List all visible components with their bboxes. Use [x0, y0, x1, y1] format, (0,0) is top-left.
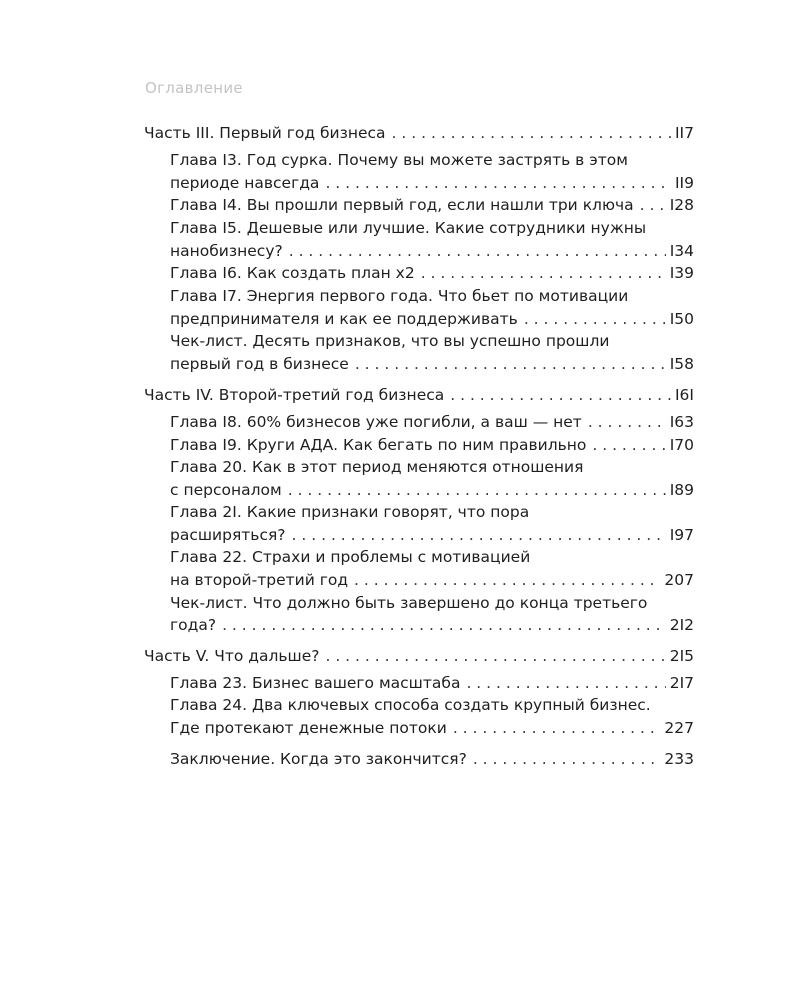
toc-entry-first-line: Глава 2I. Какие признаки говорят, что пора: [170, 503, 530, 521]
toc-entry-title: Часть V. Что дальше?: [144, 647, 320, 665]
toc-entry-title: предпринимателя и как ее поддерживать: [170, 310, 518, 328]
toc-page-number: I28: [669, 196, 694, 214]
toc-entry-title: периоде навсегда: [170, 174, 320, 192]
dot-leader: [222, 614, 666, 636]
toc-entry-title: Заключение. Когда это закончится?: [170, 750, 467, 768]
toc-entry-title: Глава I6. Как создать план х2: [170, 264, 415, 282]
dot-leader: [421, 262, 666, 284]
dot-leader: [466, 672, 665, 694]
toc-page-number: I39: [669, 264, 694, 282]
toc-chapter-entry: [170, 614, 694, 636]
dot-leader: [292, 524, 666, 546]
toc-chapter-entry: [170, 569, 694, 591]
toc-chapter-entry: [170, 353, 694, 375]
toc-page-number: II9: [674, 174, 694, 192]
toc-page-number: 2I7: [669, 674, 694, 692]
toc-page-number: I34: [669, 242, 694, 260]
toc-entry-title: с персоналом: [170, 481, 282, 499]
page-header: Оглавление: [145, 79, 243, 97]
dot-leader: [588, 411, 666, 433]
toc-part-entry: [144, 122, 694, 144]
dot-leader: [473, 748, 661, 770]
dot-leader: [453, 717, 661, 739]
toc-entry-title: на второй-третий год: [170, 571, 349, 589]
dot-leader: [640, 194, 666, 216]
dot-leader: [392, 122, 671, 144]
dot-leader: [289, 240, 666, 262]
toc-page-number: 207: [664, 571, 694, 589]
toc-page-number: 2I5: [669, 647, 694, 665]
dot-leader: [450, 384, 671, 406]
toc-part-entry: [144, 384, 694, 406]
dot-leader: [592, 434, 665, 456]
toc-entry-title: расширяться?: [170, 526, 286, 544]
dot-leader: [354, 569, 660, 591]
toc-chapter-entry: [170, 172, 694, 194]
toc-page-number: I58: [669, 355, 694, 373]
toc-chapter-entry: [170, 479, 694, 501]
toc-chapter-entry: [170, 262, 694, 284]
toc-entry-first-line: Глава 22. Страхи и проблемы с мотивацией: [170, 548, 531, 566]
toc-entry-title: Часть IV. Второй-третий год бизнеса: [144, 386, 445, 404]
toc-chapter-entry: [170, 672, 694, 694]
toc-entry-title: Где протекают денежные потоки: [170, 719, 447, 737]
toc-chapter-entry: [170, 411, 694, 433]
dot-leader: [524, 308, 666, 330]
toc-page-number: 233: [664, 750, 694, 768]
toc-entry-first-line: Чек-лист. Десять признаков, что вы успешно прошли: [170, 332, 610, 350]
dot-leader: [325, 172, 671, 194]
toc-entry-title: года?: [170, 616, 217, 634]
toc-entry-first-line: Глава 20. Как в этот период меняются отношения: [170, 458, 584, 476]
toc-chapter-entry: [170, 524, 694, 546]
toc-entry-title: первый год в бизнесе: [170, 355, 349, 373]
toc-entry-title: Часть III. Первый год бизнеса: [144, 124, 386, 142]
toc-page-number: I97: [669, 526, 694, 544]
toc-entry-first-line: Глава I5. Дешевые или лучшие. Какие сотрудники нужны: [170, 219, 647, 237]
toc-chapter-entry: [170, 717, 694, 739]
toc-part-entry: [144, 645, 694, 667]
toc-entry-title: нанобизнесу?: [170, 242, 283, 260]
toc-page-number: I50: [669, 310, 694, 328]
toc-chapter-entry: [170, 308, 694, 330]
toc-page-number: I70: [669, 436, 694, 454]
toc-entry-title: Глава I8. 60% бизнесов уже погибли, а ваш — нет: [170, 413, 582, 431]
toc-entry-first-line: Чек-лист. Что должно быть завершено до конца третьего: [170, 594, 648, 612]
toc-chapter-entry: [170, 194, 694, 216]
toc-entry-title: Глава I4. Вы прошли первый год, если нашли три ключа: [170, 196, 634, 214]
toc-page-number: 227: [664, 719, 694, 737]
toc-page-number: 2I2: [669, 616, 694, 634]
dot-leader: [288, 479, 666, 501]
toc-entry-title: Глава 23. Бизнес вашего масштаба: [170, 674, 461, 692]
dot-leader: [325, 645, 665, 667]
toc-chapter-entry: [170, 240, 694, 262]
toc-chapter-entry: [170, 434, 694, 456]
toc-page-number: II7: [674, 124, 694, 142]
toc-page-number: I6I: [674, 386, 694, 404]
toc-entry-first-line: Глава I3. Год сурка. Почему вы можете застрять в этом: [170, 151, 628, 169]
toc-entry-title: Глава I9. Круги АДА. Как бегать по ним правильно: [170, 436, 587, 454]
toc-entry-first-line: Глава 24. Два ключевых способа создать крупный бизнес.: [170, 696, 651, 714]
toc-page-number: I63: [669, 413, 694, 431]
toc-page-number: I89: [669, 481, 694, 499]
toc-entry-first-line: Глава I7. Энергия первого года. Что бьет по мотивации: [170, 287, 629, 305]
dot-leader: [355, 353, 666, 375]
toc-chapter-entry: [170, 748, 694, 770]
